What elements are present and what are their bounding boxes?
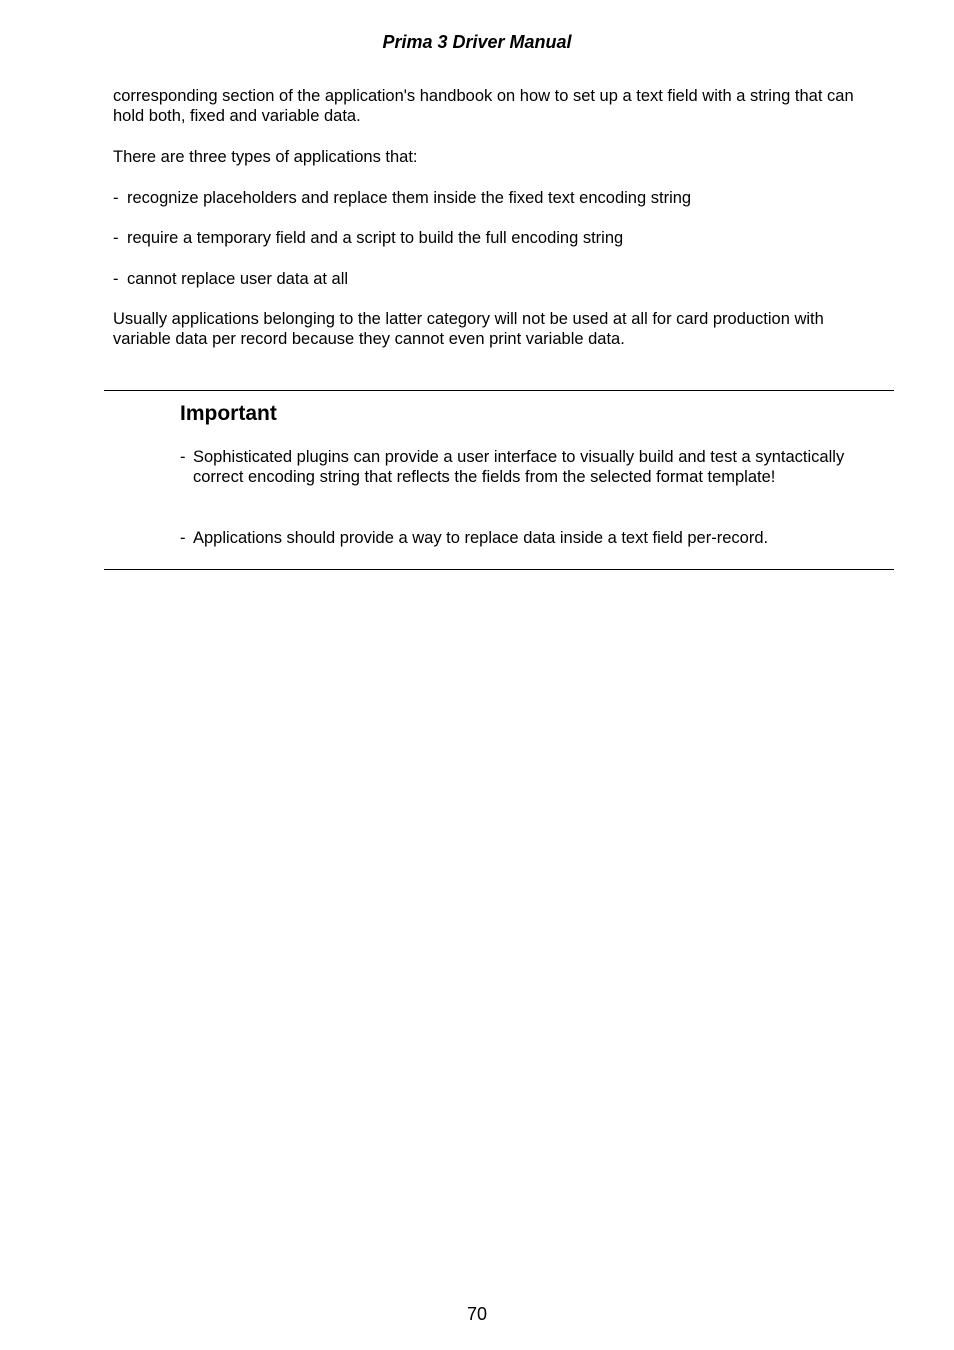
- bullet-dash: -: [113, 189, 119, 207]
- types-lead-paragraph: There are three types of applications that:: [113, 148, 418, 166]
- page-number: 70: [466, 1304, 488, 1324]
- list-item: [113, 188, 883, 208]
- important-list-item-text: Sophisticated plugins can provide a user interface to visually build and test a syntactically correct encoding string that reflects the fields from the selected format template!: [193, 448, 845, 486]
- bullet-dash: -: [113, 229, 119, 247]
- list-item: [113, 228, 883, 248]
- bullet-dash: -: [180, 448, 186, 466]
- list-item-text: recognize placeholders and replace them inside the fixed text encoding string: [127, 189, 692, 207]
- bullet-dash: -: [180, 529, 186, 547]
- important-list-item: [180, 528, 860, 548]
- list-item: [113, 269, 883, 289]
- page-header-title: Prima 3 Driver Manual: [382, 32, 572, 52]
- list-item-text: cannot replace user data at all: [127, 270, 349, 288]
- important-top-divider: [104, 390, 894, 391]
- important-list-item-text: Applications should provide a way to replace data inside a text field per-record.: [193, 529, 769, 547]
- important-list-item: [180, 447, 860, 487]
- important-heading: Important: [180, 402, 277, 425]
- bullet-dash: -: [113, 270, 119, 288]
- important-bottom-divider: [104, 569, 894, 570]
- list-item-text: require a temporary field and a script to build the full encoding string: [127, 229, 624, 247]
- closing-paragraph: Usually applications belonging to the latter category will not be used at all for card production with variable data per record because they cannot even print variable data.: [113, 310, 824, 348]
- intro-paragraph: corresponding section of the application's handbook on how to set up a text field with a string that can hold both, fixed and variable data.: [113, 87, 854, 125]
